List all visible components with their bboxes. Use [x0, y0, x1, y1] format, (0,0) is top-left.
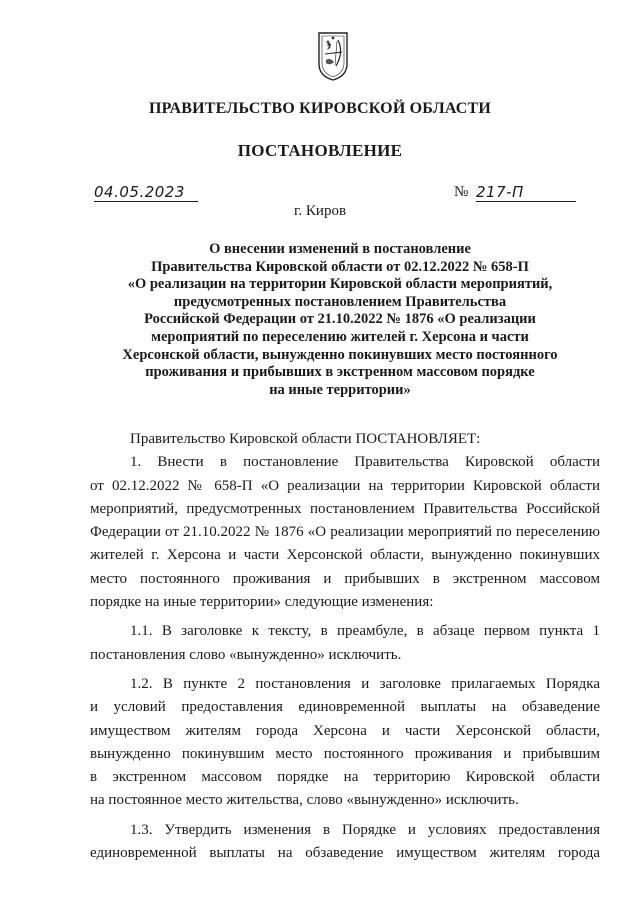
- title-line: Херсонской области, вынужденно покинувших место постоянного: [122, 346, 558, 363]
- body-line: порядке на иные территории» следующие изменения:: [90, 594, 434, 611]
- body-line: 1.3. Утвердить изменения в Порядке и условиях предоставления: [130, 821, 600, 838]
- body-line: мероприятий, предусмотренных постановлением Правительства Российской: [90, 500, 600, 517]
- resolution-intro: Правительство Кировской области ПОСТАНОВЛЯЕТ:: [130, 431, 481, 447]
- paragraph-1-2: [90, 673, 600, 813]
- document-type: ПОСТАНОВЛЕНИЕ: [237, 141, 403, 160]
- title-line: Правительства Кировской области от 02.12.2022 № 658-П: [151, 258, 529, 275]
- title-line: мероприятий по переселению жителей г. Херсона и части: [151, 328, 529, 345]
- body-line: место постоянного проживания и прибывших в экстренном массовом: [90, 570, 600, 587]
- body-line: 1.2. В пункте 2 постановления и заголовке прилагаемых Порядка: [130, 675, 600, 692]
- paragraph-1-3: [90, 819, 600, 866]
- city: г. Киров: [293, 203, 347, 219]
- title-line: «О реализации на территории Кировской области мероприятий,: [127, 276, 553, 293]
- body-line: жителей г. Херсона и части Херсонской области, вынужденно покинувших: [90, 547, 600, 564]
- title-line: О внесении изменений в постановление: [209, 241, 471, 257]
- document-title: [90, 241, 590, 399]
- body-line: единовременной выплаты на обзаведение имуществом жителям города: [90, 845, 600, 862]
- title-line: проживания и прибывших в экстренном массовом порядке: [145, 364, 535, 381]
- document-body: [90, 428, 600, 865]
- body-line: постановления слово «вынужденно» исключить.: [90, 646, 402, 663]
- body-line: 1. Внести в постановление Правительства Кировской области: [130, 454, 600, 471]
- body-line: вынужденно покинувшим место постоянного проживания и прибывшим: [90, 745, 600, 762]
- paragraph-1: [90, 451, 600, 614]
- title-line: предусмотренных постановлением Правительства: [173, 293, 507, 310]
- body-line: в экстренном массовом порядке на территорию Кировской области: [90, 769, 600, 786]
- coat-of-arms-emblem: [316, 30, 350, 82]
- title-line: Российской Федерации от 21.10.2022 № 1876 «О реализации: [144, 311, 536, 328]
- body-line: 1.1. В заголовке к тексту, в преамбуле, в абзаце первом пункта 1: [130, 623, 600, 640]
- document-date: 04.05.2023: [94, 183, 198, 202]
- paragraph-1-1: [90, 620, 600, 667]
- government-title: ПРАВИТЕЛЬСТВО КИРОВСКОЙ ОБЛАСТИ: [148, 100, 492, 117]
- number-label: №: [454, 184, 469, 200]
- body-line: от 02.12.2022 № 658-П «О реализации на территории Кировской области: [90, 477, 600, 494]
- document-number: 217-П: [476, 183, 576, 202]
- body-line: и условий предоставления единовременной выплаты на обзаведение: [90, 699, 600, 716]
- body-line: имуществом жителям города Херсона и части Херсонской области,: [90, 722, 600, 739]
- body-line: на постоянное место жительства, слово «вынужденно» исключить.: [90, 792, 519, 809]
- title-line: на иные территории»: [269, 381, 411, 398]
- body-line: Федерации от 21.10.2022 № 1876 «О реализации мероприятий по переселению: [90, 524, 600, 541]
